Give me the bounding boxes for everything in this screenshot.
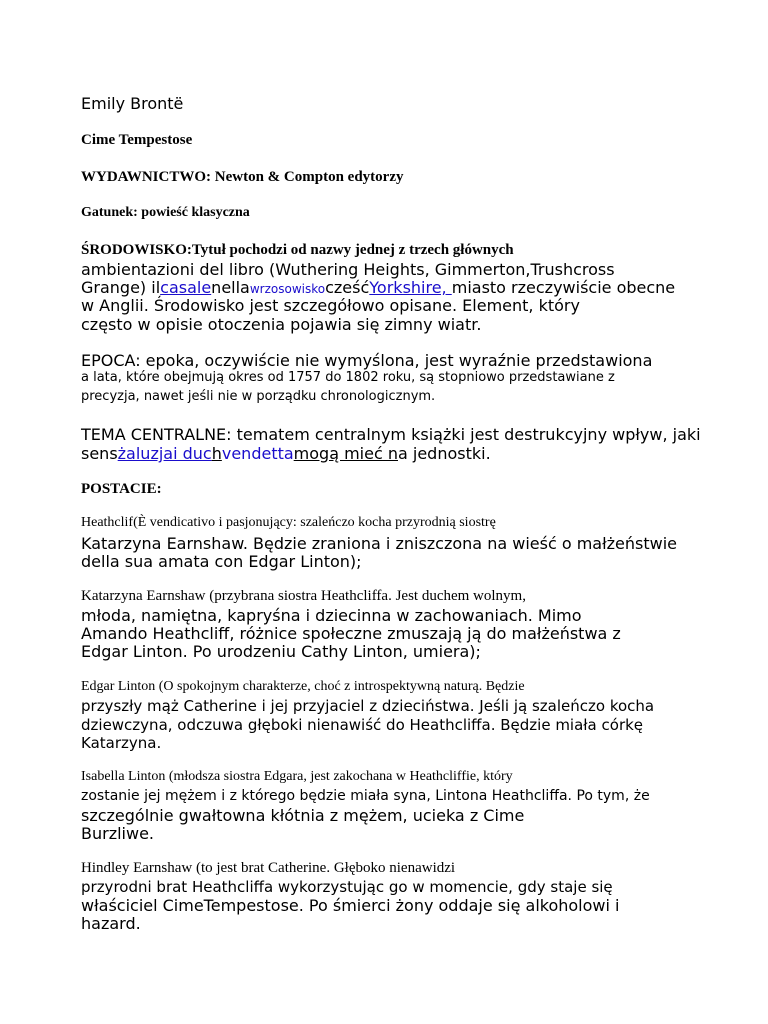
character-line: Katarzyna.	[81, 734, 162, 752]
text-span: cześć	[325, 278, 370, 297]
setting-line: często w opisie otoczenia pojawia się zimny wiatr.	[81, 315, 482, 334]
link-vendetta[interactable]: vendetta	[221, 444, 294, 463]
character-line: Edgar Linton. Po urodzeniu Cathy Linton, umiera);	[81, 642, 481, 661]
character-heading-line: Katarzyna Earnshaw (przybrana siostra Heathcliffa. Jest duchem wolnym,	[81, 588, 526, 604]
character-line: hazard.	[81, 914, 141, 933]
text-span: sens	[81, 444, 118, 463]
character-line: szczególnie gwałtowna kłótnia z mężem, ucieka z Cime	[81, 806, 525, 825]
epoch-line: precyzja, nawet jeśli nie w porządku chronologicznym.	[81, 389, 436, 404]
text-span: h	[211, 444, 222, 463]
character-line: dziewczyna, odczuwa głęboki nienawiść do Heathcliffa. Będzie miała córkę	[81, 716, 644, 734]
publisher-line: WYDAWNICTWO: Newton & Compton edytorzy	[81, 169, 404, 185]
characters-heading: POSTACIE:	[81, 481, 162, 497]
character-line: właściciel CimeTempestose. Po śmierci żony oddaje się alkoholowi i	[81, 896, 620, 915]
setting-line: ambientazioni del libro (Wuthering Heights, Gimmerton,Trushcross	[81, 260, 615, 279]
text-span: nella	[211, 278, 250, 297]
character-heading-line: Heathclif(È vendicativo i pasjonujący: szaleńczo kocha przyrodnią siostrę	[81, 515, 496, 530]
book-title: Cime Tempestose	[81, 132, 193, 148]
link-yorkshire[interactable]: Yorkshire,	[369, 278, 452, 297]
epoch-line: EPOCA: epoka, oczywiście nie wymyślona, jest wyraźnie przedstawiona	[81, 351, 653, 370]
character-line: Burzliwe.	[81, 824, 154, 843]
theme-line-links	[81, 444, 491, 463]
epoch-line: a lata, które obejmują okres od 1757 do 1802 roku, są stopniowo przedstawiane z	[81, 370, 615, 385]
theme-line: TEMA CENTRALNE: tematem centralnym książki jest destrukcyjny wpływ, jaki	[81, 425, 701, 444]
character-line: della sua amata con Edgar Linton);	[81, 552, 362, 571]
character-line: Katarzyna Earnshaw. Będzie zraniona i zniszczona na wieść o małżeństwie	[81, 534, 677, 553]
link-zaluzja[interactable]: żaluzjai duc	[117, 444, 212, 463]
character-line: Amando Heathcliff, różnice społeczne zmuszają ją do małżeństwa z	[81, 624, 621, 643]
character-line: młoda, namiętna, kapryśna i dziecinna w zachowaniach. Mimo	[81, 606, 582, 625]
character-heading-line: Edgar Linton (O spokojnym charakterze, choć z introspektywną naturą. Będzie	[81, 679, 525, 694]
text-span: Grange) il	[81, 278, 161, 297]
character-heading-line: Hindley Earnshaw (to jest brat Catherine. Głęboko nienawidzi	[81, 860, 456, 876]
character-heading-line: Isabella Linton (młodsza siostra Edgara, jest zakochana w Heathcliffie, który	[81, 769, 513, 784]
setting-heading: ŚRODOWISKO:Tytuł pochodzi od nazwy jednej z trzech głównych	[81, 242, 514, 258]
text-span: miasto rzeczywiście obecne	[451, 278, 676, 297]
link-casale[interactable]: casale	[160, 278, 212, 297]
character-line: zostanie jej mężem i z którego będzie miała syna, Lintona Heathcliffa. Po tym, że	[81, 788, 650, 804]
author-name: Emily Brontë	[81, 94, 184, 113]
setting-line-links	[81, 278, 675, 297]
setting-line: w Anglii. Środowisko jest szczegółowo opisane. Element, który	[81, 296, 580, 315]
text-span: a jednostki.	[398, 444, 491, 463]
link-wrzosowisko[interactable]: wrzosowisko	[249, 282, 326, 296]
genre-line: Gatunek: powieść klasyczna	[81, 205, 250, 220]
text-span: mogą mieć n	[293, 444, 398, 463]
character-line: przyrodni brat Heathcliffa wykorzystując go w momencie, gdy staje się	[81, 878, 613, 896]
character-line: przyszły mąż Catherine i jej przyjaciel z dzieciństwa. Jeśli ją szaleńczo kocha	[81, 697, 655, 715]
